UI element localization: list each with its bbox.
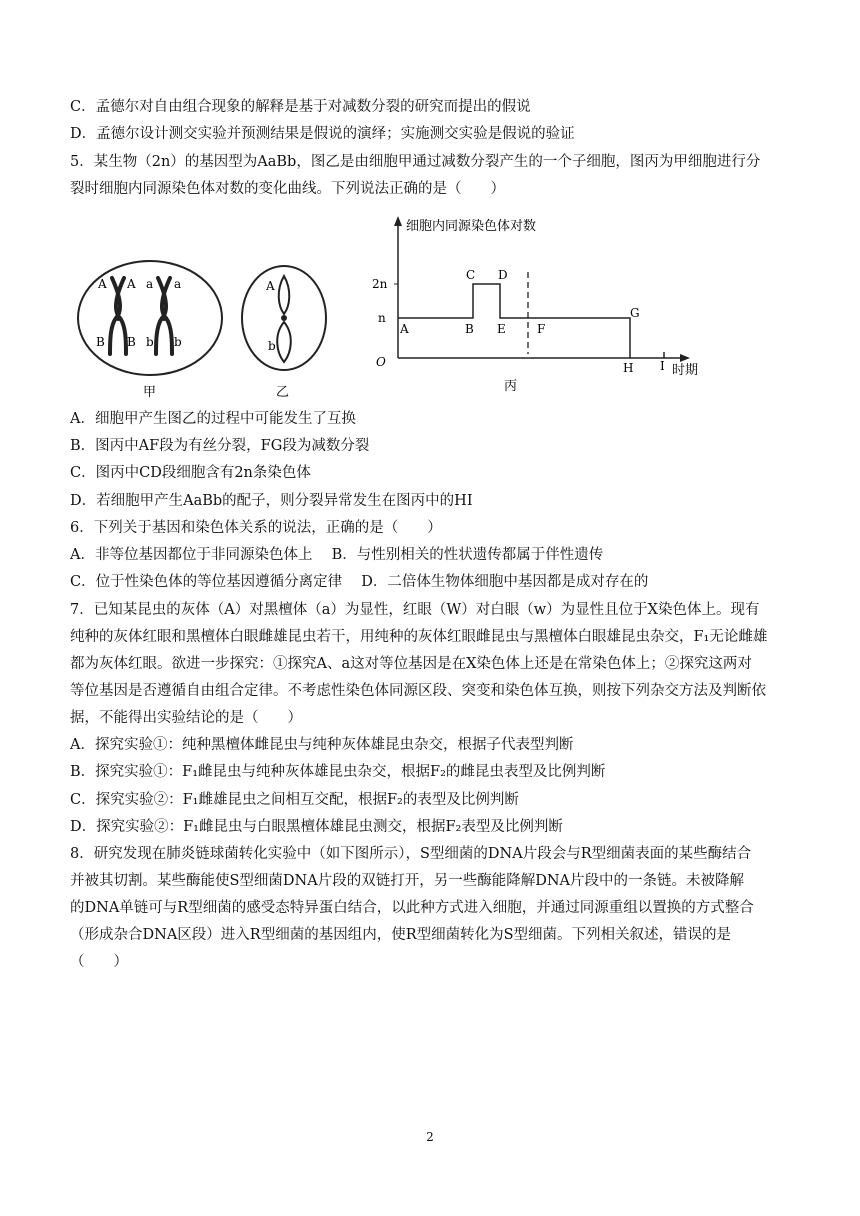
text-line: D．孟德尔设计测交实验并预测结果是假说的演绎；实施测交实验是假说的验证 [70, 126, 575, 142]
y-tick-2n: 2n [372, 277, 388, 291]
curve-line [398, 284, 630, 358]
point-label: A [400, 322, 409, 336]
gene-label: B [127, 335, 136, 349]
point-label: D [498, 268, 508, 282]
text-line: 的DNA单链可与R型细菌的感受态特异蛋白结合，以此种方式进入细胞，并通过同源重组以置换的方式整合 [70, 900, 754, 916]
question-6-stem: 6．下列关于基因和染色体关系的说法，正确的是（ ） [70, 520, 442, 536]
option-d: D．探究实验②：F₁雌昆虫与白眼黑檀体雄昆虫测交，根据F₂表型及比例判断 [70, 819, 563, 835]
y-axis-title: 细胞内同源染色体对数 [406, 219, 537, 234]
point-label: I [660, 359, 665, 373]
y-tick-n: n [378, 311, 386, 325]
option-b: B．探究实验①：F₁雌昆虫与纯种灰体雄昆虫杂交，根据F₂的雌昆虫表型及比例判断 [70, 764, 606, 780]
gene-label: B [96, 335, 105, 349]
point-label: F [537, 322, 546, 336]
figure-svg [70, 212, 770, 402]
question-8-stem: 8．研究发现在肺炎链球菌转化实验中（如下图所示），S型细菌的DNA片段会与R型细菌表面的某些酶结合 [70, 846, 752, 862]
option-row: A．非等位基因都位于非同源染色体上 B．与性别相关的性状遗传都属于伴性遗传 [70, 547, 604, 563]
option-c: C．探究实验②：F₁雌雄昆虫之间相互交配，根据F₂的表型及比例判断 [70, 792, 519, 808]
option-d: D．若细胞甲产生AaBb的配子，则分裂异常发生在图丙中的HI [70, 493, 473, 509]
cell-yi [242, 266, 326, 400]
gene-label: b [146, 335, 154, 349]
text-line: 纯种的灰体红眼和黑檀体白眼雌雄昆虫若干，用纯种的灰体红眼雌昆虫与黑檀体白眼雄昆虫杂交，F₁无论雌雄 [70, 629, 768, 645]
text-line: （形成杂合DNA区段）进入R型细菌的基因组内，使R型细菌转化为S型细菌。下列相关叙述，错误的是 [70, 927, 732, 943]
point-label: C [466, 268, 476, 282]
gene-label: A [127, 277, 136, 291]
option-b: B．图丙中AF段为有丝分裂，FG段为减数分裂 [70, 438, 370, 454]
x-axis-arrow [680, 354, 690, 362]
graph-bing [372, 216, 698, 394]
option-a: A．探究实验①：纯种黑檀体雌昆虫与纯种灰体雄昆虫杂交，根据子代表型判断 [70, 737, 574, 753]
figure-label-yi: 乙 [276, 385, 290, 400]
point-label: G [630, 306, 640, 320]
option-row: C．位于性染色体的等位基因遵循分离定律 D．二倍体生物体细胞中基因都是成对存在的 [70, 574, 649, 590]
text-line: （ ） [70, 954, 128, 970]
question-7-stem: 7．已知某昆虫的灰体（A）对黑檀体（a）为显性，红眼（W）对白眼（w）为显性且位于X染色体上。现有 [70, 602, 760, 618]
point-label: B [465, 322, 474, 336]
gene-label: a [174, 277, 182, 291]
page-number: 2 [426, 1130, 434, 1144]
point-label: H [623, 361, 634, 375]
gene-label: b [174, 335, 182, 349]
text-line: 并被其切割。某些酶能使S型细菌DNA片段的双链打开，另一些酶能降解DNA片段中的一条链。未被降解 [70, 873, 744, 889]
y-axis-arrow [394, 216, 402, 226]
gene-label: b [268, 339, 276, 353]
origin-label: O [376, 355, 386, 369]
gene-label: A [266, 279, 275, 293]
figure-label-bing: 丙 [504, 379, 518, 394]
text-line: 据，不能得出实验结论的是（ ） [70, 710, 302, 726]
question-5-stem: 5．某生物（2n）的基因型为AaBb，图乙是由细胞甲通过减数分裂产生的一个子细胞，图丙为甲细胞进行分 [70, 154, 761, 170]
gene-label: A [98, 277, 107, 291]
text-line: C．孟德尔对自由组合现象的解释是基于对减数分裂的研究而提出的假说 [70, 99, 531, 115]
figure-label-jia: 甲 [143, 385, 157, 400]
gene-label: a [146, 277, 154, 291]
option-a: A．细胞甲产生图乙的过程中可能发生了互换 [70, 411, 356, 427]
point-label: E [497, 322, 506, 336]
x-axis-title: 时期 [672, 363, 699, 378]
option-c: C．图丙中CD段细胞含有2n条染色体 [70, 465, 311, 481]
text-line: 裂时细胞内同源染色体对数的变化曲线。下列说法正确的是（ ） [70, 181, 505, 197]
cell-jia [78, 261, 222, 400]
question-5-figure [70, 212, 770, 402]
text-line: 等位基因是否遵循自由组合定律。不考虑性染色体同源区段、突变和染色体互换，则按下列杂交方法及判断依 [70, 683, 766, 699]
text-line: 都为灰体红眼。欲进一步探究：①探究A、a这对等位基因是在X染色体上还是在常染色体上；②探究这两对 [70, 656, 752, 672]
